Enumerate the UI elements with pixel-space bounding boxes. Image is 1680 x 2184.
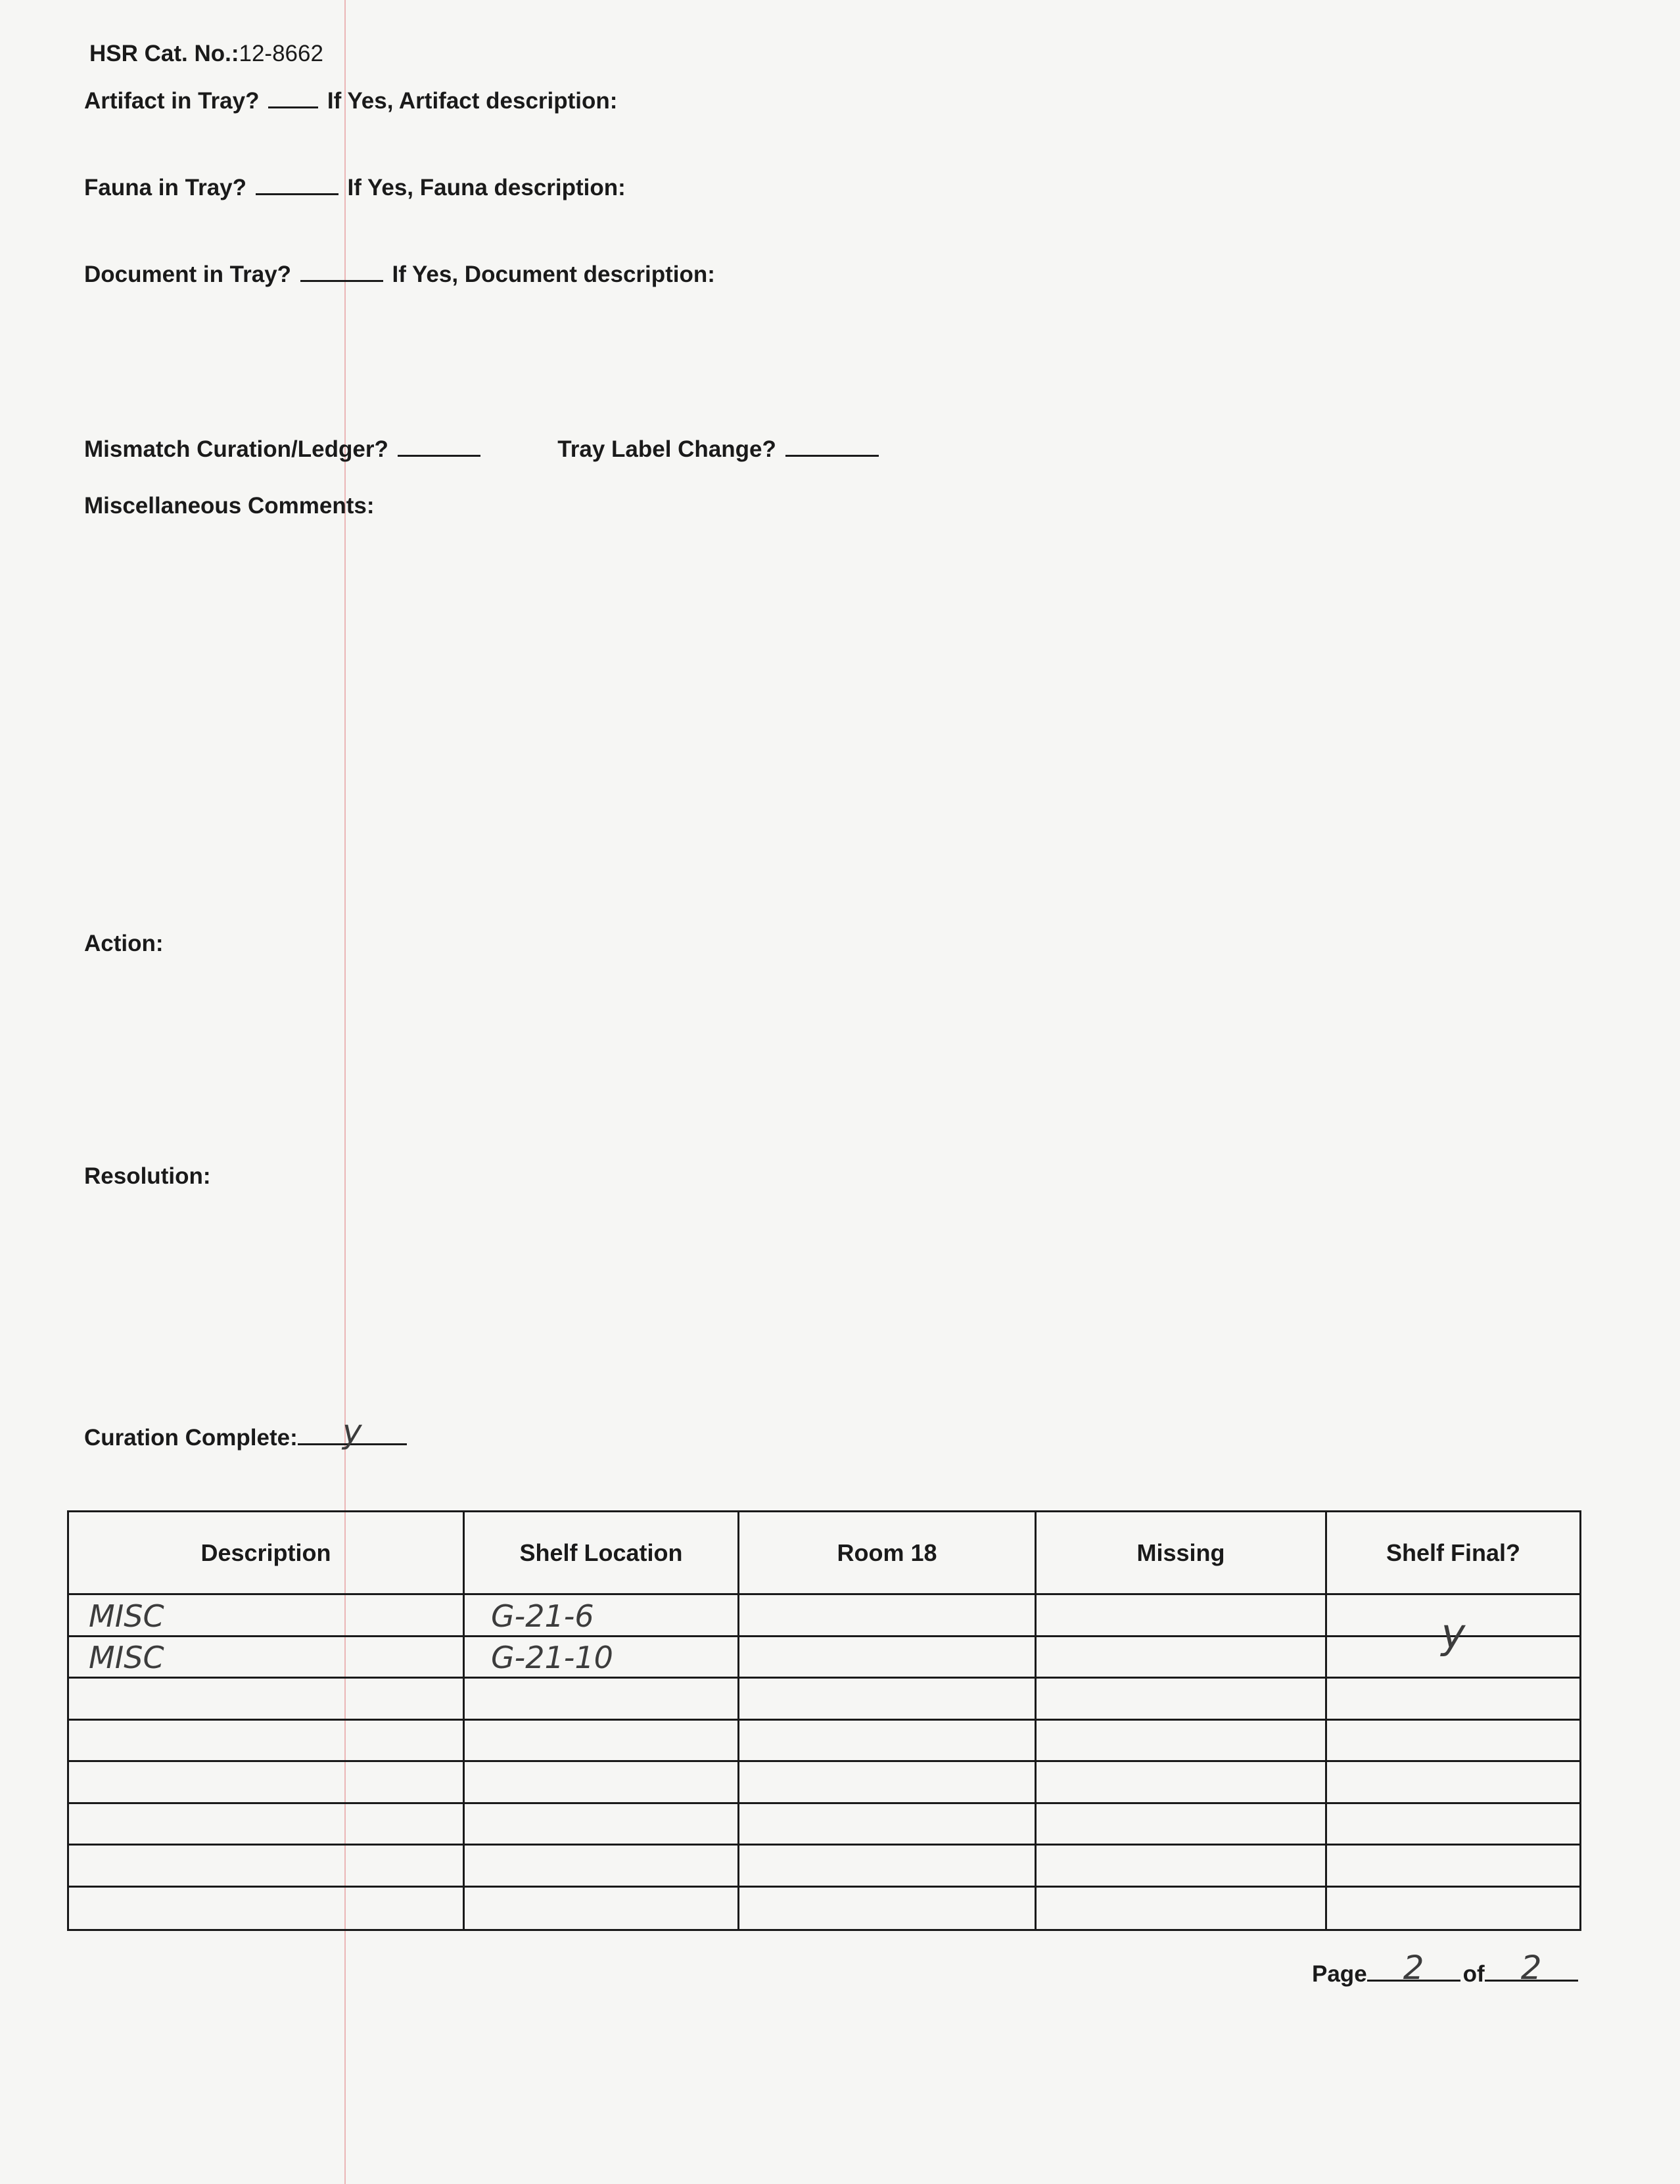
row7-shelf-location-cell[interactable] xyxy=(465,1846,739,1888)
row1-description-cell[interactable] xyxy=(69,1595,465,1637)
catalog-number-line xyxy=(89,39,323,68)
row2-shelf-location: G-21-10 xyxy=(491,1640,613,1675)
row5-shelf-final-cell[interactable] xyxy=(1327,1762,1579,1804)
page-number-field[interactable] xyxy=(1367,1949,1460,1987)
row2-description: MISC xyxy=(89,1640,164,1675)
document-in-tray-field[interactable] xyxy=(300,260,383,282)
tray-label-change-label: Tray Label Change? xyxy=(557,436,776,462)
catalog-number-label: HSR Cat. No.: xyxy=(89,41,239,66)
inventory-table xyxy=(67,1510,1581,1931)
action-label: Action: xyxy=(84,931,164,956)
header-description: Description xyxy=(69,1512,465,1595)
page-total-value: 2 xyxy=(1520,1949,1542,1987)
header-room-18: Room 18 xyxy=(739,1512,1037,1595)
row4-description-cell[interactable] xyxy=(69,1721,465,1763)
row1-missing-cell[interactable] xyxy=(1037,1595,1327,1637)
row8-missing-cell[interactable] xyxy=(1037,1888,1327,1930)
row3-room18-cell[interactable] xyxy=(739,1679,1037,1721)
page-total-field[interactable] xyxy=(1485,1949,1578,1987)
row2-description-cell[interactable] xyxy=(69,1637,465,1679)
mismatch-curation-ledger-field[interactable] xyxy=(398,435,480,457)
fauna-description-label: If Yes, Fauna description: xyxy=(347,175,626,200)
artifact-description-label: If Yes, Artifact description: xyxy=(327,88,618,114)
row2-shelf-final-cell[interactable] xyxy=(1327,1637,1579,1679)
curation-complete-label: Curation Complete: xyxy=(84,1425,298,1451)
row3-description-cell[interactable] xyxy=(69,1679,465,1721)
row7-description-cell[interactable] xyxy=(69,1846,465,1888)
document-description-label: If Yes, Document description: xyxy=(392,262,715,287)
row4-shelf-location-cell[interactable] xyxy=(465,1721,739,1763)
fauna-in-tray-field[interactable] xyxy=(256,174,338,195)
page-label: Page xyxy=(1312,1961,1367,1987)
row2-room18-cell[interactable] xyxy=(739,1637,1037,1679)
row2-shelf-location-cell[interactable] xyxy=(465,1637,739,1679)
header-shelf-location: Shelf Location xyxy=(465,1512,739,1595)
row6-shelf-final-cell[interactable] xyxy=(1327,1804,1579,1846)
row3-missing-cell[interactable] xyxy=(1037,1679,1327,1721)
header-missing: Missing xyxy=(1037,1512,1327,1595)
tray-label-change-field[interactable] xyxy=(785,435,879,457)
mismatch-curation-ledger-label: Mismatch Curation/Ledger? xyxy=(84,436,388,462)
fauna-in-tray-label: Fauna in Tray? xyxy=(84,175,246,200)
header-shelf-final: Shelf Final? xyxy=(1327,1512,1579,1595)
misc-comments-label: Miscellaneous Comments: xyxy=(84,493,375,519)
document-line xyxy=(84,260,715,289)
document-in-tray-label: Document in Tray? xyxy=(84,262,292,287)
page-number-value: 2 xyxy=(1403,1949,1424,1987)
curation-complete-line xyxy=(84,1412,409,1452)
row5-missing-cell[interactable] xyxy=(1037,1762,1327,1804)
row8-shelf-location-cell[interactable] xyxy=(465,1888,739,1930)
row7-missing-cell[interactable] xyxy=(1037,1846,1327,1888)
artifact-line xyxy=(84,87,617,116)
row3-shelf-final-cell[interactable] xyxy=(1327,1679,1579,1721)
row4-shelf-final-cell[interactable] xyxy=(1327,1721,1579,1763)
row6-shelf-location-cell[interactable] xyxy=(465,1804,739,1846)
catalog-number-value: 12-8662 xyxy=(239,41,323,66)
row8-description-cell[interactable] xyxy=(69,1888,465,1930)
page-number-line xyxy=(1312,1949,1581,1989)
fauna-line xyxy=(84,174,626,202)
row5-shelf-location-cell[interactable] xyxy=(465,1762,739,1804)
row5-description-cell[interactable] xyxy=(69,1762,465,1804)
artifact-in-tray-label: Artifact in Tray? xyxy=(84,88,260,114)
row1-shelf-final: y xyxy=(1441,1609,1466,1658)
of-label: of xyxy=(1462,1961,1485,1987)
row4-missing-cell[interactable] xyxy=(1037,1721,1327,1763)
artifact-in-tray-field[interactable] xyxy=(268,87,318,108)
row1-shelf-final-cell[interactable] xyxy=(1327,1595,1579,1658)
row1-shelf-location-cell[interactable] xyxy=(465,1595,739,1637)
row1-room18-cell[interactable] xyxy=(739,1595,1037,1637)
row3-shelf-location-cell[interactable] xyxy=(465,1679,739,1721)
row4-room18-cell[interactable] xyxy=(739,1721,1037,1763)
row8-shelf-final-cell[interactable] xyxy=(1327,1888,1579,1930)
row6-room18-cell[interactable] xyxy=(739,1804,1037,1846)
row5-room18-cell[interactable] xyxy=(739,1762,1037,1804)
row1-shelf-location: G-21-6 xyxy=(491,1598,594,1634)
row1-description: MISC xyxy=(89,1598,164,1634)
mismatch-line xyxy=(84,435,881,464)
curation-complete-field[interactable] xyxy=(298,1412,407,1451)
row7-room18-cell[interactable] xyxy=(739,1846,1037,1888)
resolution-label: Resolution: xyxy=(84,1163,211,1189)
row6-description-cell[interactable] xyxy=(69,1804,465,1846)
row7-shelf-final-cell[interactable] xyxy=(1327,1846,1579,1888)
row8-room18-cell[interactable] xyxy=(739,1888,1037,1930)
curation-complete-value: y xyxy=(342,1412,362,1451)
row2-missing-cell[interactable] xyxy=(1037,1637,1327,1679)
row6-missing-cell[interactable] xyxy=(1037,1804,1327,1846)
